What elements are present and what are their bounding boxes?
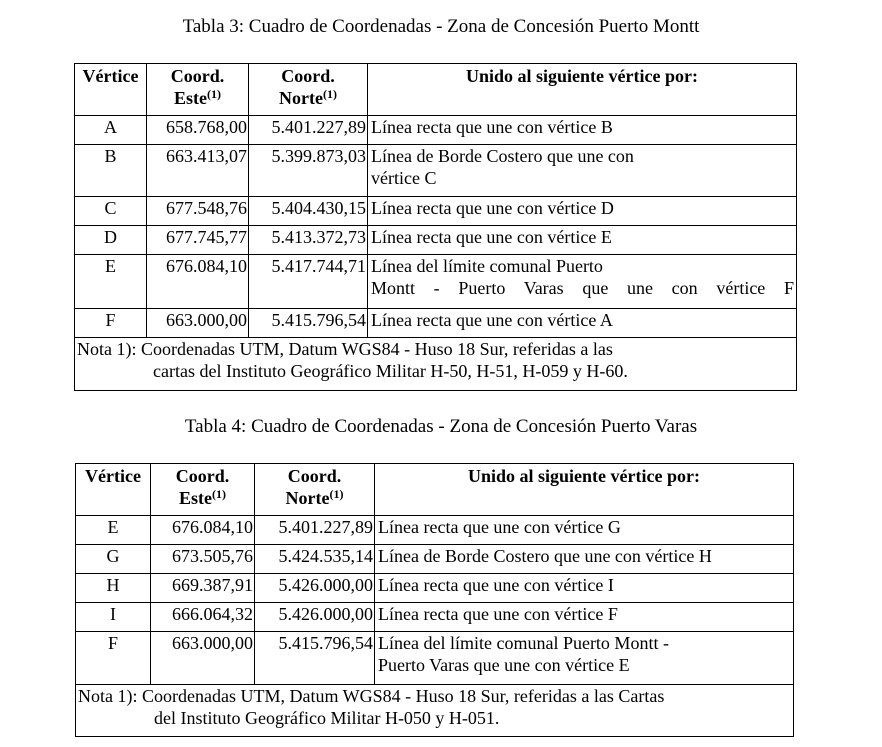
vertex-cell: E: [75, 255, 147, 309]
vertex-cell: H: [76, 574, 151, 603]
north-coord-cell: 5.401.227,89: [255, 516, 375, 545]
east-coord-cell: 677.745,77: [147, 226, 249, 255]
table4-header-joined: Unido al siguiente vértice por:: [375, 464, 794, 516]
table4-header-east: Coord. Este$^{(1)}$: [151, 464, 255, 516]
table-row: [75, 226, 797, 255]
east-coord-cell: 663.000,00: [147, 309, 249, 338]
north-coord-cell: 5.426.000,00: [255, 603, 375, 632]
table-row: [76, 545, 794, 574]
east-coord-cell: 673.505,76: [151, 545, 255, 574]
joined-description-cell: Línea de Borde Costero que une con vértice H: [375, 545, 794, 574]
vertex-cell: F: [76, 632, 151, 685]
vertex-cell: F: [75, 309, 147, 338]
joined-description-cell: Línea recta que une con vértice D: [368, 197, 797, 226]
joined-description-cell: Línea de Borde Costero que une con vértice C: [368, 145, 797, 197]
table-row: [75, 197, 797, 226]
table-row: [75, 309, 797, 338]
table4-header-row: [76, 464, 794, 516]
joined-description-cell: Línea del límite comunal Puerto Montt - Puerto Varas que une con vértice F: [368, 255, 797, 309]
vertex-cell: A: [75, 116, 147, 145]
east-coord-cell: 677.548,76: [147, 197, 249, 226]
joined-description-cell: Línea recta que une con vértice F: [375, 603, 794, 632]
table3-header-vertex: Vértice: [75, 64, 147, 116]
table4-header-vertex: Vértice: [76, 464, 151, 516]
vertex-cell: E: [76, 516, 151, 545]
vertex-cell: D: [75, 226, 147, 255]
table3-coordinates: [74, 63, 797, 391]
table3-footnote: Nota 1): Coordenadas UTM, Datum WGS84 - Huso 18 Sur, referidas a las cartas del Instituto Geográfico Militar H-50, H-51, H-059 y H-60.: [75, 338, 797, 391]
table3-header-joined: Unido al siguiente vértice por:: [368, 64, 797, 116]
east-coord-cell: 658.768,00: [147, 116, 249, 145]
north-coord-cell: 5.401.227,89: [249, 116, 368, 145]
vertex-cell: G: [76, 545, 151, 574]
vertex-cell: C: [75, 197, 147, 226]
table-row: [76, 603, 794, 632]
table4-coordinates: [75, 463, 794, 737]
north-coord-cell: 5.415.796,54: [255, 632, 375, 685]
table-row: [76, 574, 794, 603]
north-coord-cell: 5.413.372,73: [249, 226, 368, 255]
east-coord-cell: 663.000,00: [151, 632, 255, 685]
north-coord-cell: 5.417.744,71: [249, 255, 368, 309]
vertex-cell: B: [75, 145, 147, 197]
table3-caption: Tabla 3: Cuadro de Coordenadas - Zona de Concesión Puerto Montt: [182, 16, 700, 37]
table-row: [76, 632, 794, 685]
table-row: [75, 145, 797, 197]
joined-description-cell: Línea recta que une con vértice G: [375, 516, 794, 545]
north-coord-cell: 5.404.430,15: [249, 197, 368, 226]
east-coord-cell: 663.413,07: [147, 145, 249, 197]
table4-note-row: [76, 685, 794, 737]
joined-description-cell: Línea recta que une con vértice I: [375, 574, 794, 603]
east-coord-cell: 676.084,10: [147, 255, 249, 309]
table-row: [76, 516, 794, 545]
east-coord-cell: 666.064,32: [151, 603, 255, 632]
north-coord-cell: 5.424.535,14: [255, 545, 375, 574]
table4-caption: Tabla 4: Cuadro de Coordenadas - Zona de Concesión Puerto Varas: [184, 416, 698, 437]
table4-footnote: Nota 1): Coordenadas UTM, Datum WGS84 - Huso 18 Sur, referidas a las Cartas del Instituto Geográfico Militar H-050 y H-051.: [76, 685, 794, 737]
table-row: [75, 255, 797, 309]
table4-header-north: Coord. Norte$^{(1)}$: [255, 464, 375, 516]
east-coord-cell: 669.387,91: [151, 574, 255, 603]
table3-header-row: [75, 64, 797, 116]
north-coord-cell: 5.415.796,54: [249, 309, 368, 338]
north-coord-cell: 5.399.873,03: [249, 145, 368, 197]
east-coord-cell: 676.084,10: [151, 516, 255, 545]
table3-header-east: Coord. Este$^{(1)}$: [147, 64, 249, 116]
table3-header-north: Coord. Norte$^{(1)}$: [249, 64, 368, 116]
table-row: [75, 116, 797, 145]
vertex-cell: I: [76, 603, 151, 632]
joined-description-cell: Línea recta que une con vértice E: [368, 226, 797, 255]
joined-description-cell: Línea del límite comunal Puerto Montt - Puerto Varas que une con vértice E: [375, 632, 794, 685]
joined-description-cell: Línea recta que une con vértice B: [368, 116, 797, 145]
joined-description-cell: Línea recta que une con vértice A: [368, 309, 797, 338]
north-coord-cell: 5.426.000,00: [255, 574, 375, 603]
table3-note-row: [75, 338, 797, 391]
